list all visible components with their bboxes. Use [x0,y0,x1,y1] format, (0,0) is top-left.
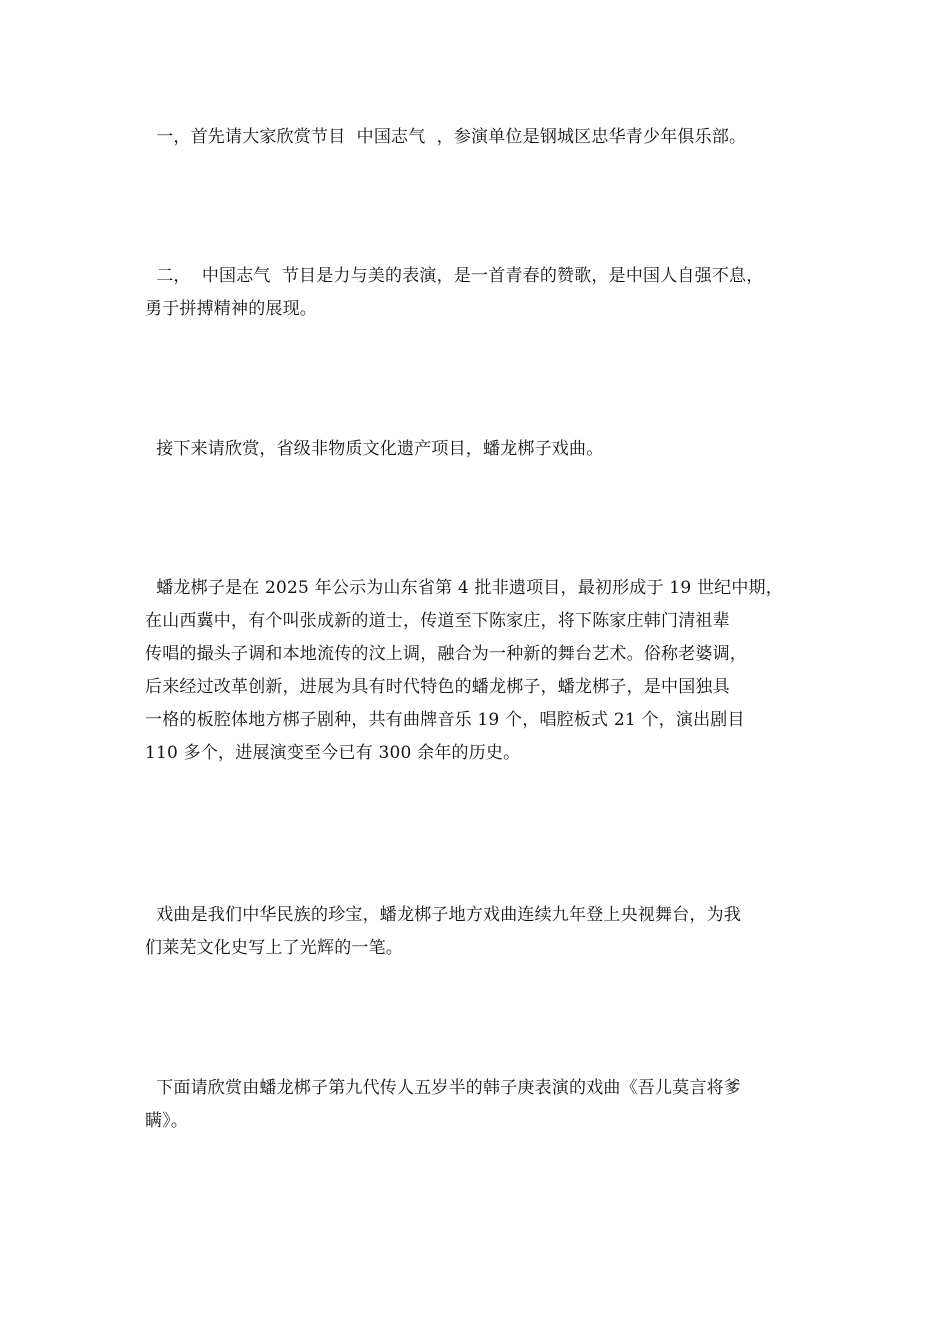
paragraph-opera-treasure [145,899,825,965]
text-line: 后来经过改革创新，进展为具有时代特色的蟠龙梆子，蟠龙梆子，是中国独具 [145,677,730,697]
paragraph-program-one [145,121,825,154]
text-line: 接下来请欣赏，省级非物质文化遗产项目，蟠龙梆子戏曲。 [145,439,604,459]
text-line: 瞒》。 [145,1111,189,1131]
text-line: 蟠龙梆子是在 2025 年公示为山东省第 4 批非遗项目，最初形成于 19 世纪中期， [145,578,783,598]
text-line: 传唱的撮头子调和本地流传的汶上调，融合为一种新的舞台艺术。俗称老婆调， [145,644,747,664]
text-line: 下面请欣赏由蟠龙梆子第九代传人五岁半的韩子庚表演的戏曲《吾儿莫言将爹 [145,1078,742,1098]
text-line: 戏曲是我们中华民族的珍宝，蟠龙梆子地方戏曲连续九年登上央视舞台，为我 [145,905,742,925]
text-line: 在山西冀中，有个叫张成新的道士，传道至下陈家庄，将下陈家庄韩门清祖辈 [145,611,730,631]
paragraph-program-two [145,260,825,326]
paragraph-opera-history [145,572,825,770]
text-line: 二， 中国志气 节目是力与美的表演，是一首青春的赞歌，是中国人自强不息， [145,266,764,286]
text-line: 一格的板腔体地方梆子剧种，共有曲牌音乐 19 个，唱腔板式 21 个，演出剧目 [145,710,745,730]
paragraph-next-program [145,433,825,466]
text-line: 110 多个，进展演变至今已有 300 余年的历史。 [145,743,521,763]
text-line: 们莱芜文化史写上了光辉的一笔。 [145,938,403,958]
text-line: 勇于拼搏精神的展现。 [145,299,317,319]
paragraph-final-program [145,1072,825,1138]
text-line: 一，首先请大家欣赏节目 中国志气 ，参演单位是钢城区忠华青少年俱乐部。 [145,127,747,147]
